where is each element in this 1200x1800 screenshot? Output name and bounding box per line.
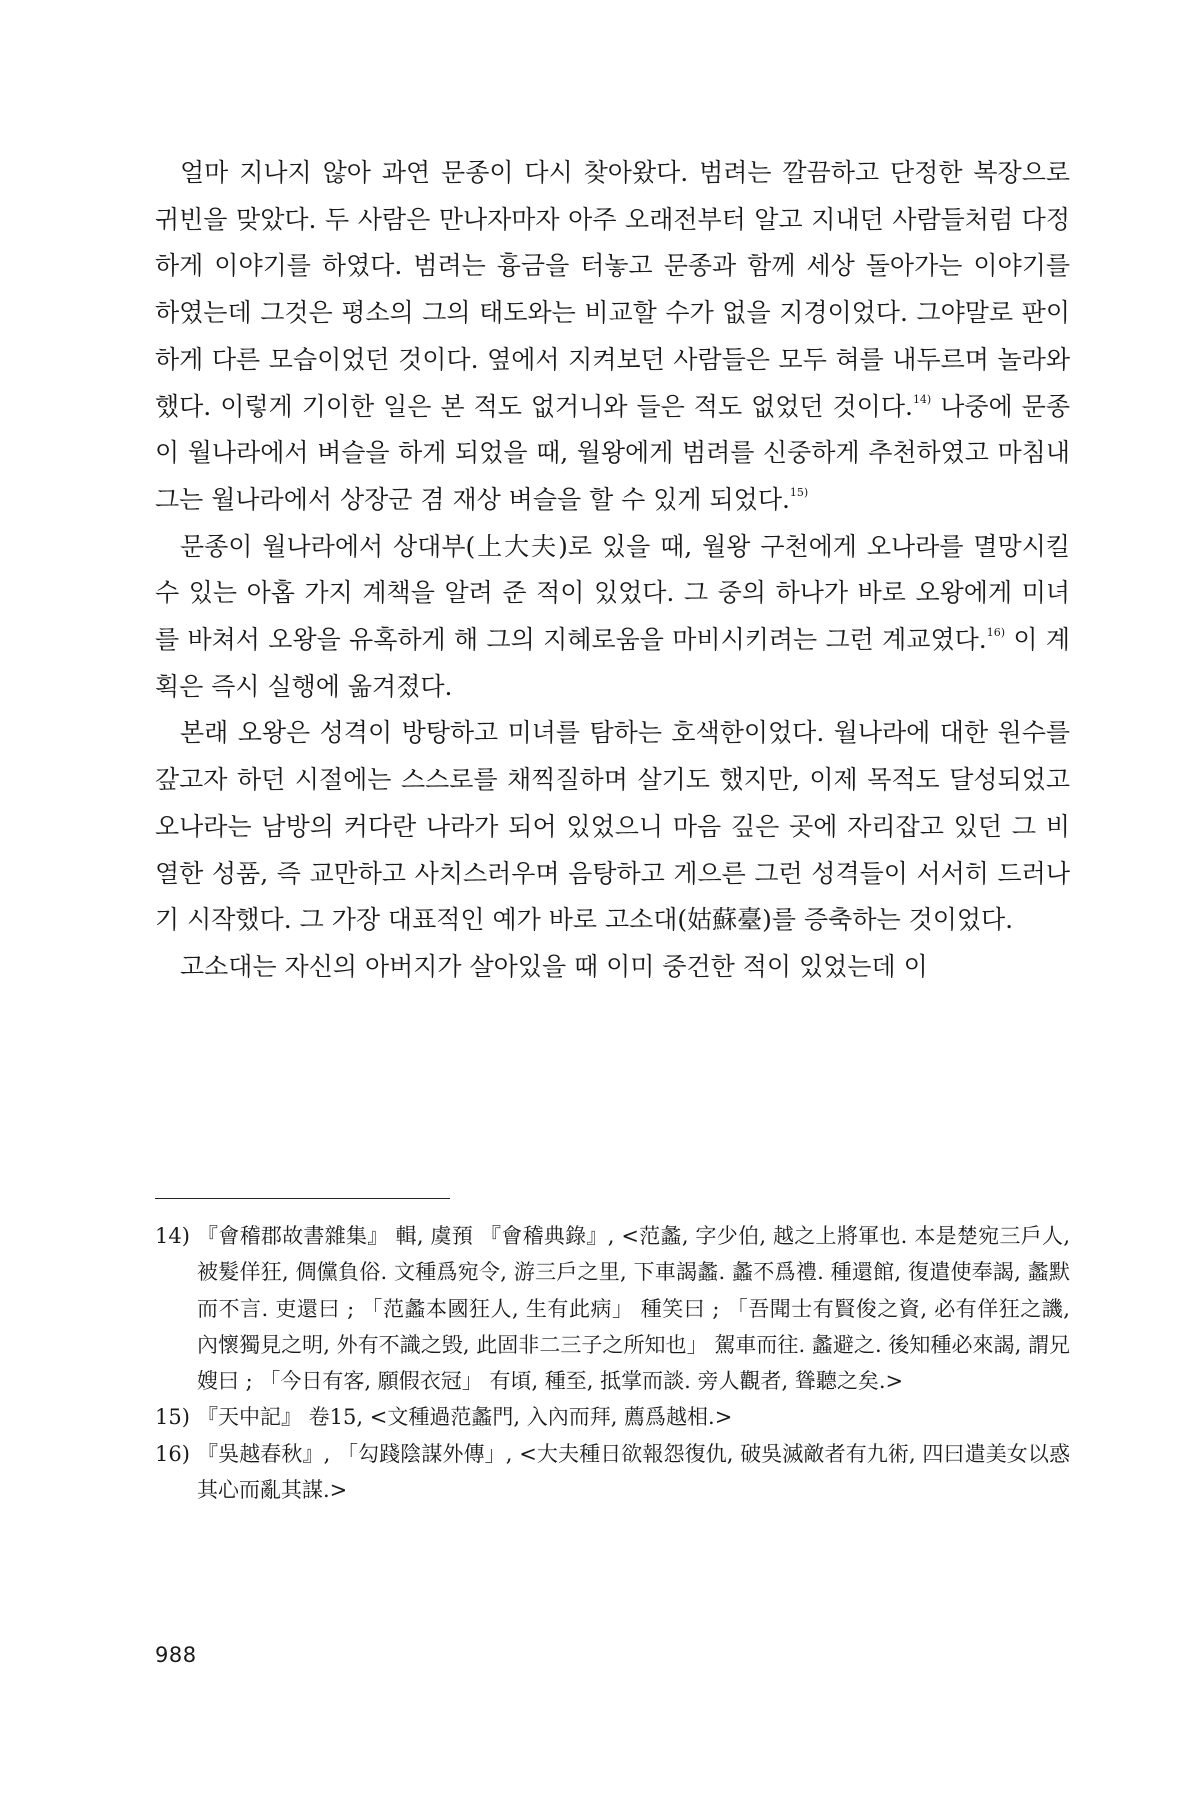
- footnote-16: [155, 1436, 1070, 1509]
- footnote-number: 14): [155, 1224, 190, 1248]
- footnote-14: [155, 1218, 1070, 1399]
- paragraph-4-text: 고소대는 자신의 아버지가 살아있을 때 이미 중건한 적이 있었는데 이: [180, 951, 928, 981]
- paragraph-2-text-b: 이 계획은 즉시 실행에 옮겨졌다.: [155, 625, 1070, 701]
- footnote-text: 『天中記』 卷15, <文種過范蠡門, 入內而拜, 薦爲越相.>: [197, 1405, 733, 1430]
- footnote-text: 『吳越春秋』, 「勾踐陰謀外傳」, <大夫種日欲報怨復仇, 破吳滅敵者有九術, 四曰遣美女以惑其心而亂其謀.>: [197, 1441, 1070, 1503]
- footnote-divider: [155, 1198, 450, 1199]
- paragraph-1: [155, 150, 1070, 524]
- page-number: 988: [155, 1643, 197, 1667]
- paragraph-3: [155, 710, 1070, 944]
- footnote-text: 『會稽郡故書雜集』 輯, 虞預 『會稽典錄』, <范蠡, 字少伯, 越之上將軍也. 本是楚宛三戶人, 被髮佯狂, 倜儻負俗. 文種爲宛令, 游三戶之里, 下車謁蠡. 蠡不爲禮. 種還館, 復遣使奉謁, 蠡默而不言. 吏還曰 ; 「范蠡本國狂人, 生有此病」 種笑曰 ; 「吾聞士有賢俊之資, 必有佯狂之譏, 內懷獨見之明, 外有不識之毁, 此固非二三子之所知也」 駕車而往. 蠡避之. 後知種必來謁, 謂兄嫂曰 ; 「今日有客, 願假衣冠」 有頃, 種至, 抵掌而談. 旁人觀者, 聳聽之矣.>: [197, 1224, 1070, 1394]
- footnote-number: 16): [155, 1441, 190, 1466]
- footnote-number: 15): [155, 1405, 190, 1430]
- footnote-ref-16: 16): [986, 626, 1005, 640]
- paragraph-1-text-a: 얼마 지나지 않아 과연 문종이 다시 찾아왔다. 범려는 깔끔하고 단정한 복장으로 귀빈을 맞았다. 두 사람은 만나자마자 아주 오래전부터 알고 지내던 사람들처럼 다정하게 이야기를 하였다. 범려는 흉금을 터놓고 문종과 함께 세상 돌아가는 이야기를 하였는데 그것은 평소의 그의 태도와는 비교할 수가 없을 지경이었다. 그야말로 판이하게 다른 모습이었던 것이다. 옆에서 지켜보던 사람들은 모두 혀를 내두르며 놀라와했다. 이렇게 기이한 일은 본 적도 없거니와 들은 적도 없었던 것이다.: [155, 158, 1070, 421]
- paragraph-2-text-a: 문종이 월나라에서 상대부(上大夫)로 있을 때, 월왕 구천에게 오나라를 멸망시킬 수 있는 아홉 가지 계책을 알려 준 적이 있었다. 그 중의 하나가 바로 오왕에게 미녀를 바쳐서 오왕을 유혹하게 해 그의 지혜로움을 마비시키려는 그런 계교였다.: [155, 531, 1070, 655]
- footnotes: [155, 1218, 1070, 1508]
- footnote-ref-14: 14): [912, 392, 932, 406]
- paragraph-1-text-b: 나중에 문종이 월나라에서 벼슬을 하게 되었을 때, 월왕에게 범려를 신중하게 추천하였고 마침내 그는 월나라에서 상장군 겸 재상 벼슬을 할 수 있게 되었다.: [155, 391, 1070, 514]
- paragraph-3-text: 본래 오왕은 성격이 방탕하고 미녀를 탐하는 호색한이었다. 월나라에 대한 원수를 갚고자 하던 시절에는 스스로를 채찍질하며 살기도 했지만, 이제 목적도 달성되었고 오나라는 남방의 커다란 나라가 되어 있었으니 마음 깊은 곳에 자리잡고 있던 그 비열한 성품, 즉 교만하고 사치스러우며 음탕하고 게으른 그런 성격들이 서서히 드러나기 시작했다. 그 가장 대표적인 예가 바로 고소대(姑蘇臺)를 증축하는 것이었다.: [155, 718, 1070, 935]
- paragraph-2: [155, 524, 1070, 711]
- footnote-ref-15: 15): [789, 485, 809, 499]
- footnote-15: [155, 1399, 1070, 1435]
- body-text: [155, 150, 1070, 991]
- paragraph-4: [155, 944, 1070, 991]
